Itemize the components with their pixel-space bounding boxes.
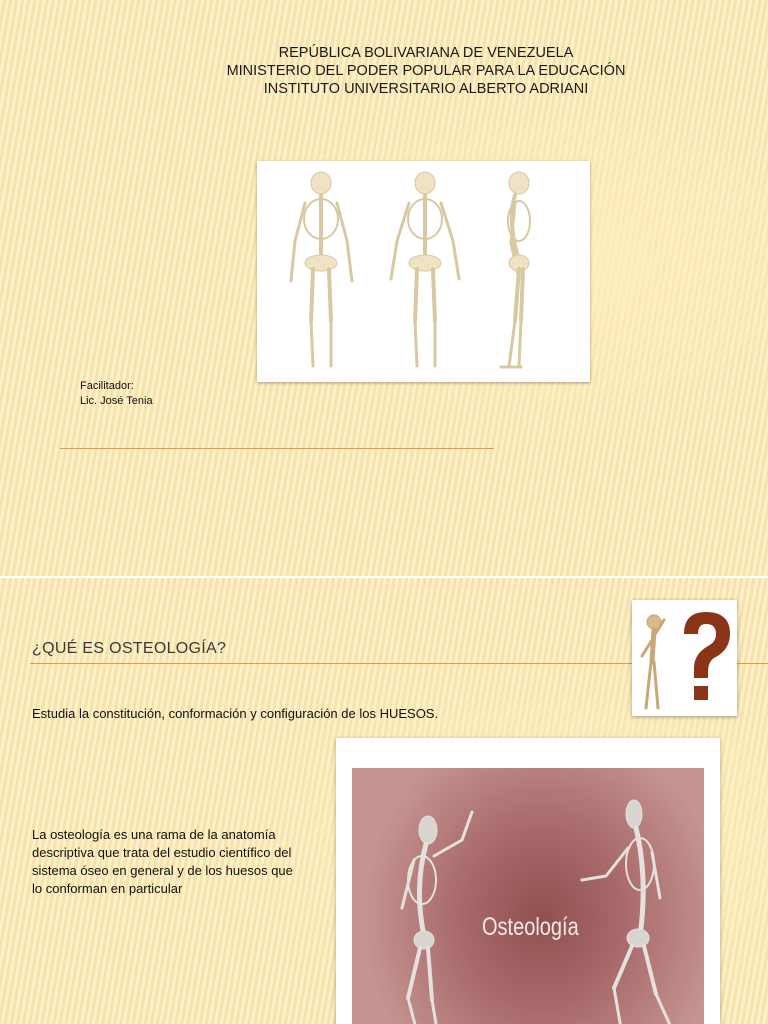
skeleton-back-view	[391, 172, 459, 366]
header-line-institute: INSTITUTO UNIVERSITARIO ALBERTO ADRIANI	[263, 81, 589, 97]
osteologia-illustration	[352, 768, 704, 1024]
skeleton-front-view	[291, 172, 352, 366]
divider-line	[60, 448, 494, 449]
facilitator-label: Facilitador:	[80, 380, 134, 392]
header-line-ministry: MINISTERIO DEL PODER POPULAR PARA LA EDUCACIÓN	[226, 63, 626, 79]
right-skeleton	[582, 800, 674, 1024]
skeleton-photo	[257, 161, 590, 382]
slide-title-text: ¿QUÉ ES OSTEOLOGÍA?	[32, 640, 227, 657]
osteologia-caption: Osteología	[482, 913, 579, 941]
definition-short: Estudia la constitución, conformación y configuración de los HUESOS.	[32, 706, 439, 721]
skeleton-views-illustration	[257, 161, 590, 382]
facilitator-name: Lic. José Tenia	[80, 394, 153, 407]
slide-definition	[0, 578, 768, 1024]
question-mark-figure	[632, 600, 737, 716]
dancing-skeletons-icon	[352, 768, 704, 1024]
skeleton-side-view	[501, 172, 530, 367]
definition-long: La osteología es una rama de la anatomía descriptiva que trata del estudio científico del sistema óseo en general y de los huesos que lo conforman en particular	[32, 827, 293, 896]
header-line-republic: REPÚBLICA BOLIVARIANA DE VENEZUELA	[278, 45, 574, 61]
institution-header	[0, 44, 768, 98]
question-mark-icon	[632, 600, 737, 716]
facilitator-block	[80, 379, 153, 408]
osteologia-image	[336, 738, 720, 1024]
left-skeleton	[402, 812, 472, 1024]
